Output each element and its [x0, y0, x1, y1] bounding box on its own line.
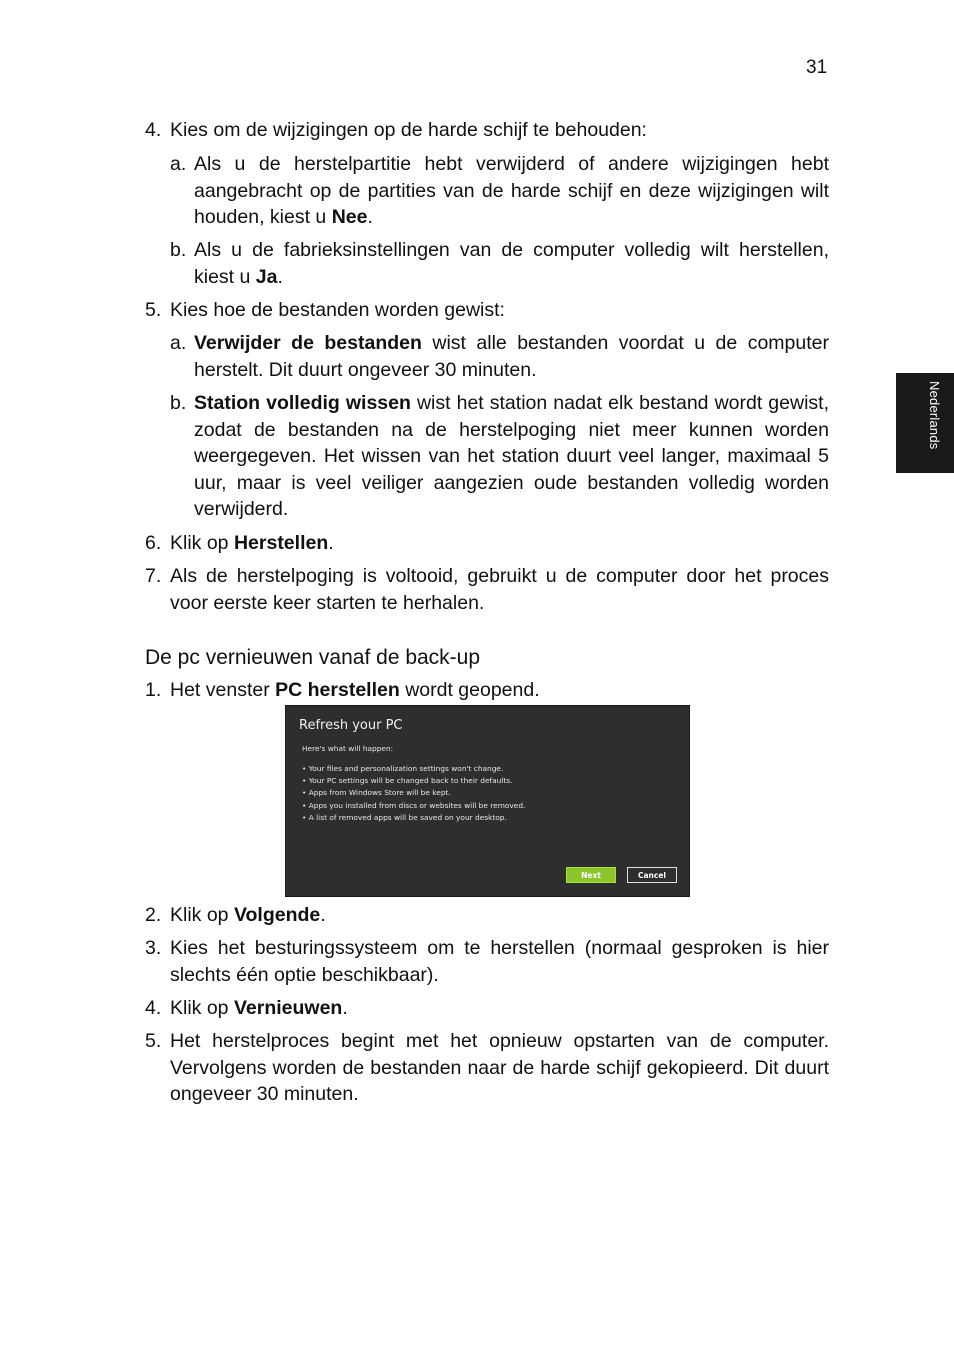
- refresh-pc-dialog-screenshot: [285, 705, 690, 897]
- step-number: 1.: [145, 679, 162, 701]
- step-4: [145, 995, 829, 1022]
- step-text: Als de herstelpoging is voltooid, gebruikt u de computer door het proces voor eerste keer starten te herhalen.: [170, 565, 829, 614]
- option-ja: Ja: [255, 265, 278, 288]
- step-number: 7.: [145, 565, 162, 587]
- page-number: 31: [806, 57, 828, 78]
- step-text: Kies hoe de bestanden worden gewist:: [170, 299, 505, 321]
- step-letter: a.: [170, 153, 187, 175]
- step-letter: b.: [170, 392, 187, 414]
- list-item: • Your PC settings will be changed back to their defaults.: [302, 776, 513, 786]
- step-text: Klik op Vernieuwen.: [170, 997, 348, 1019]
- cancel-button[interactable]: Cancel: [627, 867, 677, 883]
- step-text: Kies om de wijzigingen op de harde schijf te behouden:: [170, 119, 647, 141]
- list-item: • A list of removed apps will be saved on your desktop.: [302, 812, 507, 822]
- step-5b: [170, 390, 829, 523]
- step-3: [145, 935, 829, 988]
- step-5-erase-choice: [145, 297, 829, 324]
- dialog-bullet-list: [302, 763, 525, 824]
- step-number: 4.: [145, 997, 162, 1019]
- list-item: • Apps from Windows Store will be kept.: [302, 788, 451, 798]
- step-number: 5.: [145, 299, 162, 321]
- step-text: Klik op Herstellen.: [170, 532, 334, 554]
- section-heading: De pc vernieuwen vanaf de back-up: [145, 646, 481, 669]
- step-1-window-opens: [145, 677, 829, 704]
- step-text: Kies het besturingssysteem om te herstellen (normaal gesproken is hier slechts één optie beschikbaar).: [170, 937, 829, 986]
- list-item: • Apps you installed from discs or websites will be removed.: [302, 800, 526, 810]
- list-item: • Your files and personalization settings won't change.: [302, 764, 504, 773]
- step-number: 5.: [145, 1030, 162, 1052]
- option-nee: Nee: [331, 206, 368, 229]
- step-2: [145, 902, 829, 929]
- step-4a: [170, 151, 829, 231]
- step-text: Als u de fabrieksinstellingen van de computer volledig wilt herstellen, kiest u Ja.: [194, 239, 829, 288]
- step-text: Het venster PC herstellen wordt geopend.: [170, 679, 540, 701]
- step-text: Klik op Volgende.: [170, 904, 326, 926]
- step-number: 3.: [145, 937, 162, 959]
- dialog-intro: Here's what will happen:: [302, 744, 394, 753]
- step-text: Het herstelproces begint met het opnieuw opstarten van de computer. Vervolgens worden de bestanden naar de harde schijf gekopieerd. Dit duurt ongeveer 30 minuten.: [170, 1030, 829, 1106]
- step-5: [145, 1028, 829, 1108]
- step-number: 2.: [145, 904, 162, 926]
- language-tab: [896, 373, 954, 473]
- step-letter: b.: [170, 239, 187, 261]
- dialog-title: Refresh your PC: [299, 718, 403, 733]
- step-4-keep-changes: [145, 117, 829, 144]
- step-5a: [170, 330, 829, 383]
- step-text: Station volledig wissen wist het station nadat elk bestand wordt gewist, zodat de bestanden na de herstelpoging niet meer kunnen worden weergegeven. Het wissen van het station duurt veel langer, maximaal 5 uur, maar is veel veiliger aangezien oude bestanden volledig worden verwijderd.: [194, 392, 829, 521]
- step-letter: a.: [170, 332, 187, 354]
- step-number: 4.: [145, 119, 162, 141]
- option-remove-files: Verwijder de bestanden: [194, 332, 422, 354]
- language-tab-label: Nederlands: [927, 381, 942, 450]
- step-6: [145, 530, 829, 557]
- option-clean-drive: Station volledig wissen: [194, 392, 411, 414]
- step-4b: [170, 237, 829, 290]
- step-text: Verwijder de bestanden wist alle bestanden voordat u de computer herstelt. Dit duurt ongeveer 30 minuten.: [194, 332, 829, 381]
- next-button[interactable]: Next: [566, 867, 616, 883]
- step-text: Als u de herstelpartitie hebt verwijderd of andere wijzigingen hebt aangebracht op de partities van de harde schijf en deze wijzigingen wilt houden, kiest u Nee.: [194, 153, 829, 229]
- step-7: [145, 563, 829, 616]
- step-number: 6.: [145, 532, 162, 554]
